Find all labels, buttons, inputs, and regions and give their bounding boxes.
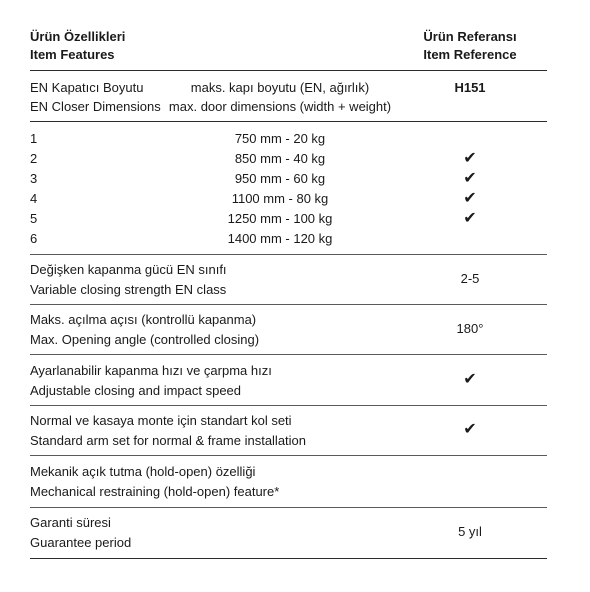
feature-label-tr: Değişken kapanma gücü EN sınıfı	[30, 262, 227, 277]
features-header-tr: Ürün Özellikleri	[30, 29, 126, 44]
feature-label-tr: Normal ve kasaya monte için standart kol seti	[30, 413, 292, 428]
feature-label-en: Max. Opening angle (controlled closing)	[30, 332, 260, 347]
en-desc-en: max. door dimensions (width + weight)	[168, 99, 392, 114]
check-icon: ✔	[463, 170, 477, 187]
feature-label-tr: Maks. açılma açısı (kontrollü kapanma)	[30, 312, 257, 327]
check-icon: ✔	[463, 210, 477, 227]
row-divider	[30, 507, 547, 508]
feature-label-tr: Mekanik açık tutma (hold-open) özelliği	[30, 464, 256, 479]
check-icon: ✔	[463, 421, 477, 438]
size-spec: 1250 mm - 100 kg	[227, 211, 333, 226]
feature-value: 5 yıl	[458, 524, 482, 539]
feature-label-en: Variable closing strength EN class	[30, 282, 227, 297]
feature-label-en: Guarantee period	[30, 535, 132, 550]
size-spec: 950 mm - 60 kg	[234, 171, 326, 186]
row-divider	[30, 254, 547, 255]
row-divider	[30, 405, 547, 406]
en-label-en: EN Closer Dimensions	[30, 99, 161, 114]
header-divider	[30, 70, 547, 71]
size-spec: 750 mm - 20 kg	[234, 131, 326, 146]
check-icon: ✔	[463, 150, 477, 167]
table-bottom-rule	[30, 558, 547, 559]
row-divider	[30, 304, 547, 305]
size-spec: 1400 mm - 120 kg	[227, 231, 333, 246]
feature-label-en: Adjustable closing and impact speed	[30, 383, 242, 398]
feature-label-tr: Ayarlanabilir kapanma hızı ve çarpma hızı	[30, 363, 272, 378]
product-reference-code: H151	[454, 80, 486, 95]
en-label-tr: EN Kapatıcı Boyutu	[30, 80, 144, 95]
check-icon: ✔	[463, 190, 477, 207]
feature-label-en: Standard arm set for normal & frame installation	[30, 433, 307, 448]
feature-value: 180°	[456, 321, 484, 336]
section-divider	[30, 121, 547, 122]
size-number: 1	[30, 131, 38, 146]
feature-label-en: Mechanical restraining (hold-open) feature*	[30, 484, 280, 499]
en-desc-tr: maks. kapı boyutu (EN, ağırlık)	[190, 80, 370, 95]
feature-label-tr: Garanti süresi	[30, 515, 111, 530]
reference-header-tr: Ürün Referansı	[423, 29, 517, 44]
size-number: 6	[30, 231, 38, 246]
size-number: 5	[30, 211, 38, 226]
size-number: 2	[30, 151, 38, 166]
size-number: 4	[30, 191, 38, 206]
size-spec: 850 mm - 40 kg	[234, 151, 326, 166]
check-icon: ✔	[463, 371, 477, 388]
row-divider	[30, 455, 547, 456]
row-divider	[30, 354, 547, 355]
features-header-en: Item Features	[30, 47, 115, 62]
size-spec: 1100 mm - 80 kg	[231, 191, 329, 206]
reference-header-en: Item Reference	[423, 47, 517, 62]
feature-value: 2-5	[460, 271, 480, 286]
size-number: 3	[30, 171, 38, 186]
